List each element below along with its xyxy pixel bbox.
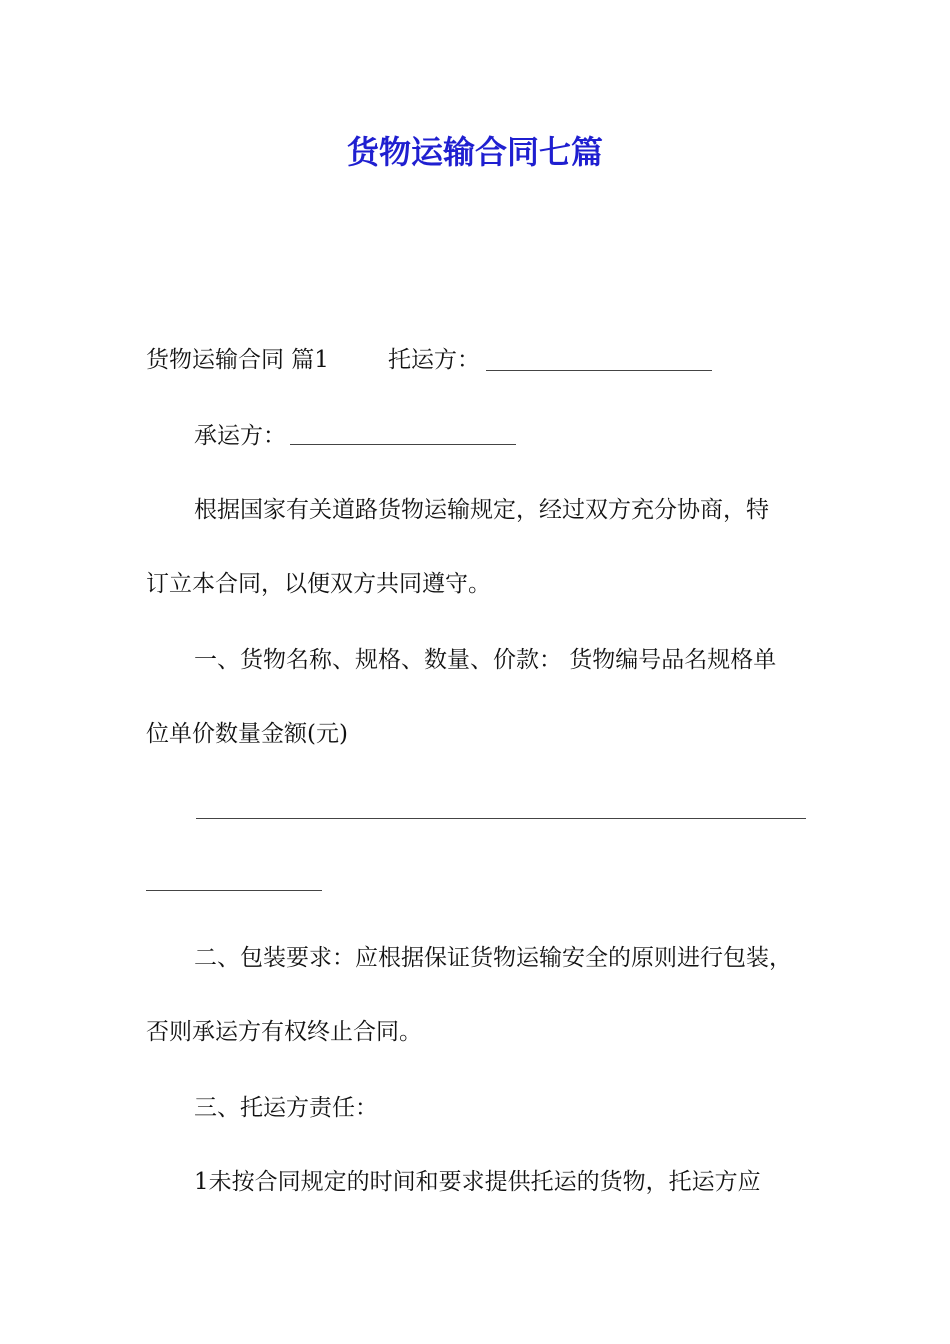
carrier-label: 承运方： xyxy=(194,423,286,449)
paragraph-intro-line-1: 根据国家有关道路货物运输规定，经过双方充分协商，特 xyxy=(194,497,769,523)
document-title: 货物运输合同七篇 xyxy=(346,133,603,171)
clause-shipper-responsibility: 三、托运方责任： xyxy=(194,1095,378,1121)
clause-packaging-line-2: 否则承运方有权终止合同。 xyxy=(146,1019,422,1045)
clause-goods-line-1: 一、货物名称、规格、数量、价款： 货物编号品名规格单 xyxy=(194,647,777,673)
clause-item-1-line-1: 1未按合同规定的时间和要求提供托运的货物，托运方应 xyxy=(194,1169,761,1195)
shipper-blank-line xyxy=(486,370,712,371)
shipper-label: 托运方： xyxy=(388,347,480,373)
carrier-blank-line xyxy=(290,444,516,445)
goods-blank-line-1 xyxy=(196,818,806,819)
clause-goods-line-2: 位单价数量金额(元) xyxy=(146,721,348,747)
paragraph-intro-line-2: 订立本合同，以便双方共同遵守。 xyxy=(146,571,491,597)
goods-blank-line-2 xyxy=(146,890,322,891)
contract-section-heading: 货物运输合同 篇1 xyxy=(146,347,329,373)
clause-packaging-line-1: 二、包装要求：应根据保证货物运输安全的原则进行包装， xyxy=(194,945,792,971)
